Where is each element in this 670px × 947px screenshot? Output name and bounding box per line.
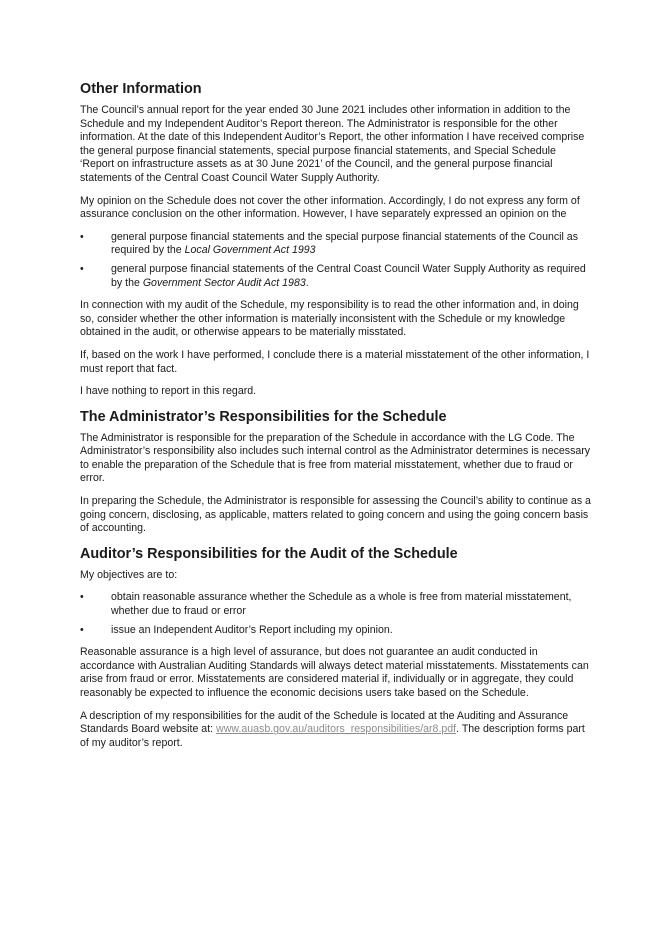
paragraph: Reasonable assurance is a high level of assurance, but does not guarantee an audit conducted in accordance with Australian Auditing Standards will always detect material misstatements. Misstatements can arise from fraud or error. Misstatements are considered material if, individually or in aggregate, they could reasonably be expected to influence the economic decisions users take based on the Schedule. — [80, 646, 589, 699]
list-item-text: general purpose financial statements and the special purpose financial statements of the Council as required by the — [111, 230, 578, 257]
administrator-responsibilities-section — [80, 408, 592, 536]
list-item-text: issue an Independent Auditor’s Report including my opinion. — [111, 623, 393, 636]
paragraph: My objectives are to: — [80, 568, 178, 581]
paragraph — [80, 710, 592, 751]
bullet-list — [80, 591, 592, 637]
paragraph: If, based on the work I have performed, I conclude there is a material misstatement of the other information, I must report that fact. — [80, 348, 590, 375]
bullet-icon: • — [80, 230, 84, 243]
bullet-icon: • — [80, 591, 84, 604]
paragraph: The Council’s annual report for the year ended 30 June 2021 includes other information in addition to the Schedule and my Independent Auditor’s Report thereon. The Administrator is responsible for the other information. At the date of this Independent Auditor’s Report, the other information I have received comprise the general purpose financial statements, special purpose financial statements, and Special Schedule ‘Report on infrastructure assets as at 30 June 2021’ of the Council, and the general purpose financial statements of the Central Coast Council Water Supply Authority. — [80, 104, 585, 184]
auasb-link[interactable]: www.auasb.gov.au/auditors_responsibilities/ar8.pdf — [216, 723, 457, 736]
list-item — [80, 263, 592, 290]
paragraph: In preparing the Schedule, the Administrator is responsible for assessing the Council’s ability to continue as a going concern, disclosing, as applicable, matters related to going concern and using the going concern basis of accounting. — [80, 495, 591, 535]
section-heading: The Administrator’s Responsibilities for the Schedule — [80, 408, 447, 425]
list-item-tail: . — [305, 276, 309, 289]
paragraph: The Administrator is responsible for the preparation of the Schedule in accordance with the LG Code. The Administrator’s responsibility also includes such internal control as the Administrator determines is necessary to enable the preparation of the Schedule that is free from material misstatement, whether due to fraud or error. — [80, 431, 591, 485]
auditor-responsibilities-section — [80, 545, 592, 751]
list-item — [80, 624, 592, 638]
paragraph: My opinion on the Schedule does not cover the other information. Accordingly, I do not express any form of assurance conclusion on the other information. However, I have separately expressed an opinion on the — [80, 194, 580, 221]
document-page — [80, 80, 592, 759]
paragraph: I have nothing to report in this regard. — [80, 385, 257, 398]
section-heading: Other Information — [80, 81, 202, 97]
other-information-section — [80, 80, 592, 399]
bullet-list — [80, 231, 592, 290]
list-item-text: general purpose financial statements of the Central Coast Council Water Supply Authority as required by the — [111, 262, 586, 289]
act-name: Government Sector Audit Act 1983 — [142, 276, 306, 289]
bullet-icon: • — [80, 623, 84, 636]
paragraph: In connection with my audit of the Schedule, my responsibility is to read the other information and, in doing so, consider whether the other information is materially inconsistent with the Schedule or my knowledge obtained in the audit, or otherwise appears to be materially misstated. — [80, 299, 579, 339]
list-item-text: obtain reasonable assurance whether the Schedule as a whole is free from material misstatement, whether due to fraud or error — [111, 591, 572, 618]
list-item — [80, 591, 592, 618]
paragraph-text: . The description forms part of my auditor’s report. — [80, 723, 585, 749]
paragraph-text: A description of my responsibilities for the audit of the Schedule is located at the Auditing and Assurance Standards Board website at: — [80, 709, 569, 736]
act-name: Local Government Act 1993 — [184, 244, 316, 257]
section-heading: Auditor’s Responsibilities for the Audit of the Schedule — [80, 545, 458, 562]
bullet-icon: • — [80, 262, 84, 275]
list-item — [80, 231, 592, 258]
